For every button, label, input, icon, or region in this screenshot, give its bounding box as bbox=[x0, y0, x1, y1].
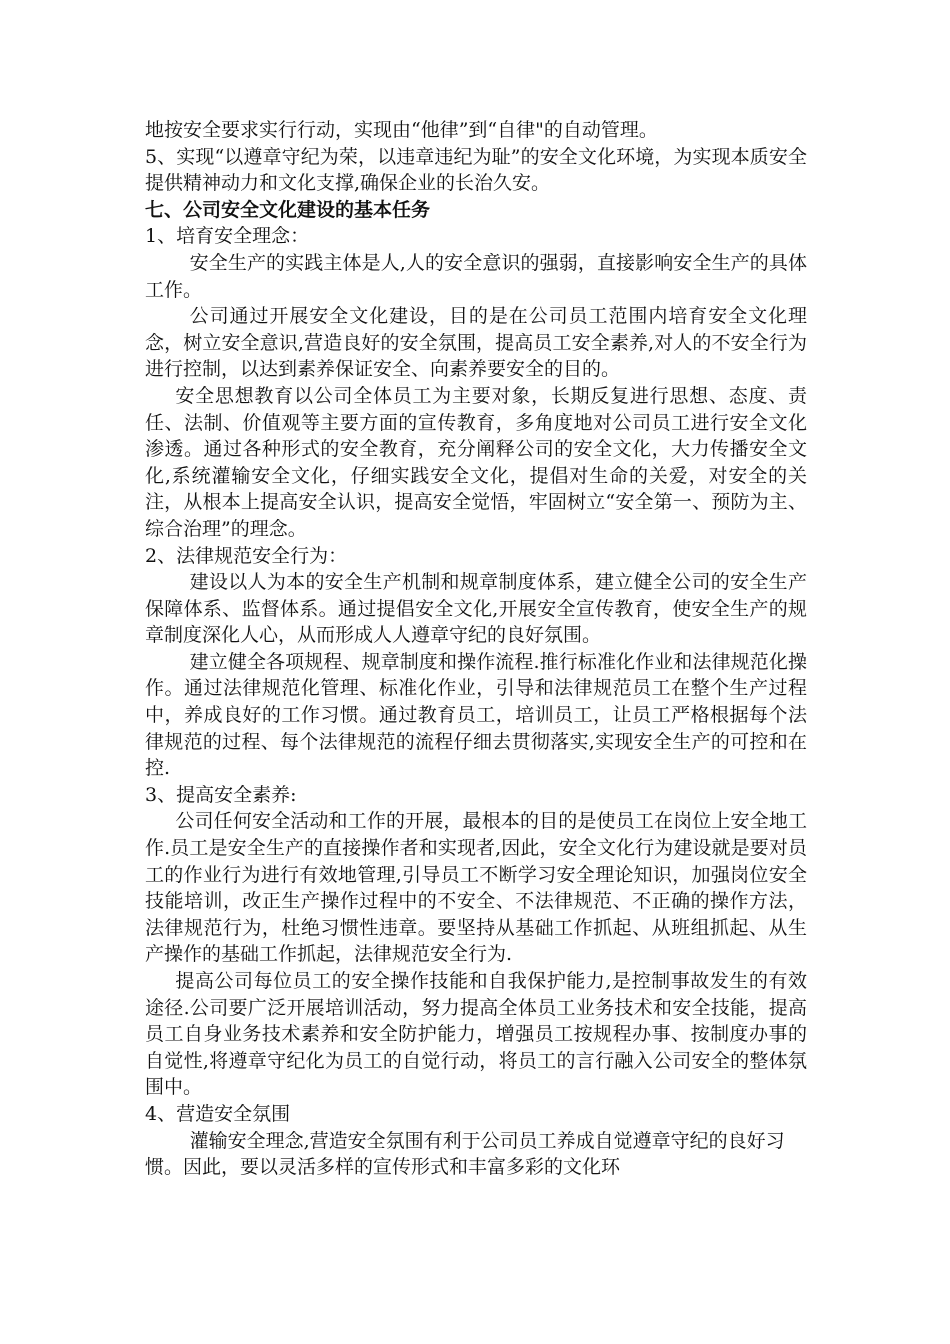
paragraph-continuation: 地按安全要求实行行动，实现由“他律”到“自律"的自动管理。 bbox=[145, 119, 658, 141]
document-page bbox=[145, 117, 807, 1181]
paragraph-safety-activities: 公司任何安全活动和工作的开展，最根本的目的是使员工在岗位上安全地工作.员工是安全生产的直接操作者和实现者,因此，安全文化行为建设就是要对员工的作业行为进行有效地管理,引导员工不断学习安全理论知识，加强岗位安全技能培训，改正生产操作过程中的不安全、不法律规范、不正确的操作方法，法律规范行为，杜绝习惯性违章。要坚持从基础工作抓起、从班组抓起、从生产操作的基础工作抓起，法律规范安全行为. bbox=[145, 810, 807, 966]
section-heading-7: 七、公司安全文化建设的基本任务 bbox=[145, 198, 431, 221]
paragraph-safety-subject: 安全生产的实践主体是人,人的安全意识的强弱，直接影响安全生产的具体工作。 bbox=[145, 251, 807, 301]
paragraph-procedures: 建立健全各项规程、规章制度和操作流程.推行标准化作业和法律规范化操作。通过法律规范化管理、标准化作业，引导和法律规范员工在整个生产过程中，养成良好的工作习惯。通过教育员工，培训员工，让员工严格根据每个法律规范的过程、每个法律规范的流程仔细去贯彻落实,实现安全生产的可控和在控. bbox=[145, 650, 807, 780]
paragraph-skills: 提高公司每位员工的安全操作技能和自我保护能力,是控制事故发生的有效途径.公司要广泛开展培训活动，努力提高全体员工业务技术和安全技能，提高员工自身业务技术素养和安全防护能力，增强员工按规程办事、按制度办事的自觉性,将遵章守纪化为员工的自觉行动，将员工的言行融入公司安全的整体氛围中。 bbox=[145, 970, 807, 1099]
paragraph-mechanism-system: 建设以人为本的安全生产机制和规章制度体系，建立健全公司的安全生产保障体系、监督体系。通过提倡安全文化,开展安全宣传教育，使安全生产的规章制度深化人心，从而形成人人遵章守纪的良好氛围。 bbox=[145, 571, 807, 647]
paragraph-safety-education: 安全思想教育以公司全体员工为主要对象，长期反复进行思想、态度、责任、法制、价值观等主要方面的宣传教育，多角度地对公司员工进行安全文化渗透。通过各种形式的安全教育，充分阐释公司的安全文化，大力传播安全文化,系统灌输安全文化，仔细实践安全文化，提倡对生命的关爱，对安全的关注，从根本上提高安全认识，提高安全觉悟，牢固树立“安全第一、预防为主、综合治理”的理念。 bbox=[145, 384, 807, 540]
subsection-heading-3: 3、提高安全素养: bbox=[145, 783, 297, 806]
subsection-heading-2: 2、法律规范安全行为： bbox=[145, 544, 348, 567]
item-5-paragraph: 5、实现“以遵章守纪为荣，以违章违纪为耻”的安全文化环境，为实现本质安全提供精神动力和文化支撑,确保企业的长治久安。 bbox=[145, 145, 807, 195]
paragraph-atmosphere: 灌输安全理念,营造安全氛围有利于公司员工养成自觉遵章守纪的良好习惯。因此，要以灵活多样的宣传形式和丰富多彩的文化环 bbox=[145, 1129, 785, 1179]
paragraph-culture-building: 公司通过开展安全文化建设，目的是在公司员工范围内培育安全文化理念，树立安全意识,营造良好的安全氛围，提高员工安全素养,对人的不安全行为进行控制，以达到素养保证安全、向素养要安全的目的。 bbox=[145, 305, 807, 381]
subsection-heading-1: 1、培育安全理念： bbox=[145, 225, 310, 248]
subsection-heading-4: 4、营造安全氛围 bbox=[145, 1102, 291, 1125]
